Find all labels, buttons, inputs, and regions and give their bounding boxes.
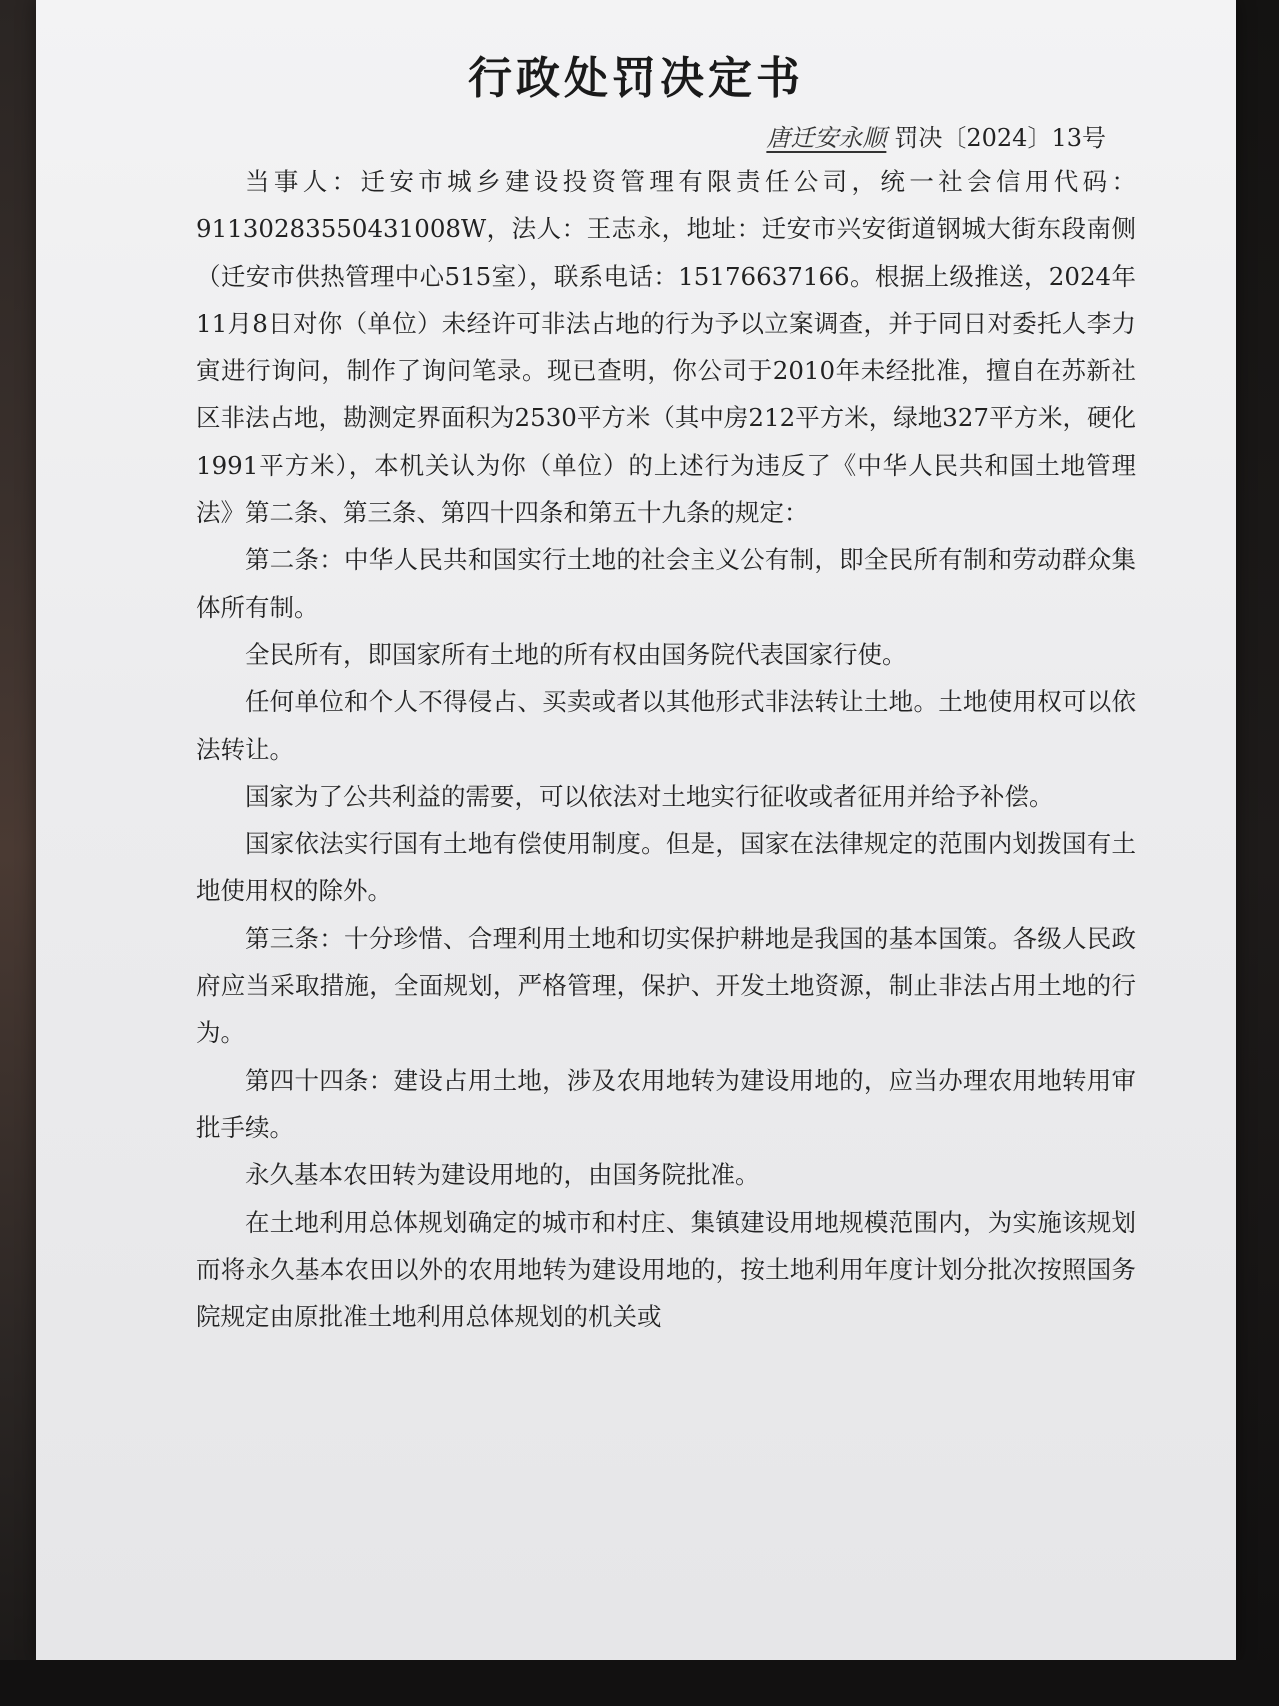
document-page [36, 0, 1236, 1660]
background-bottom [0, 1660, 1279, 1706]
document-body [196, 158, 1136, 1340]
paragraph-article-2-part-3: 任何单位和个人不得侵占、买卖或者以其他形式非法转让土地。土地使用权可以依法转让。 [196, 687, 1136, 764]
paragraph-article-2: 第二条：中华人民共和国实行土地的社会主义公有制，即全民所有制和劳动群众集体所有制。 [196, 545, 1136, 622]
paragraph-parties: 当事人：迁安市城乡建设投资管理有限责任公司，统一社会信用代码：91130283550431008W，法人：王志永，地址：迁安市兴安街道钢城大街东段南侧（迁安市供热管理中心515室），联系电话：15176637166。根据上级推送，2024年11月8日对你（单位）未经许可非法占地的行为予以立案调查，并于同日对委托人李力寅进行询问，制作了询问笔录。现已查明，你公司于2010年未经批准，擅自在苏新社区非法占地，勘测定界面积为2530平方米（其中房212平方米，绿地327平方米，硬化1991平方米），本机关认为你（单位）的上述行为违反了《中华人民共和国土地管理法》第二条、第三条、第四十四条和第五十九条的规定： [196, 167, 1136, 528]
paragraph-article-2-part-4: 国家为了公共利益的需要，可以依法对土地实行征收或者征用并给予补偿。 [245, 781, 1054, 811]
paragraph-article-44-part-2: 永久基本农田转为建设用地的，由国务院批准。 [245, 1160, 760, 1190]
paragraph-article-44-part-3: 在土地利用总体规划确定的城市和村庄、集镇建设用地规模范围内，为实施该规划而将永久基本农田以外的农用地转为建设用地的，按土地利用年度计划分批次按照国务院规定由原批准土地利用总体规划的机关或 [196, 1207, 1136, 1332]
case-number-suffix: 罚决〔2024〕13号 [894, 124, 1106, 152]
paragraph-article-3: 第三条：十分珍惜、合理利用土地和切实保护耕地是我国的基本国策。各级人民政府应当采取措施，全面规划，严格管理，保护、开发土地资源，制止非法占用土地的行为。 [196, 923, 1136, 1048]
paragraph-article-44: 第四十四条：建设占用土地，涉及农用地转为建设用地的，应当办理农用地转用审批手续。 [196, 1065, 1136, 1142]
case-number-prefix: 唐迁安永顺 [766, 124, 887, 152]
paragraph-article-2-part-5: 国家依法实行国有土地有偿使用制度。但是，国家在法律规定的范围内划拨国有土地使用权的除外。 [196, 829, 1136, 906]
case-number [758, 118, 1106, 153]
paragraph-article-2-part-2: 全民所有，即国家所有土地的所有权由国务院代表国家行使。 [245, 639, 907, 669]
document-title: 行政处罚决定书 [468, 53, 804, 104]
